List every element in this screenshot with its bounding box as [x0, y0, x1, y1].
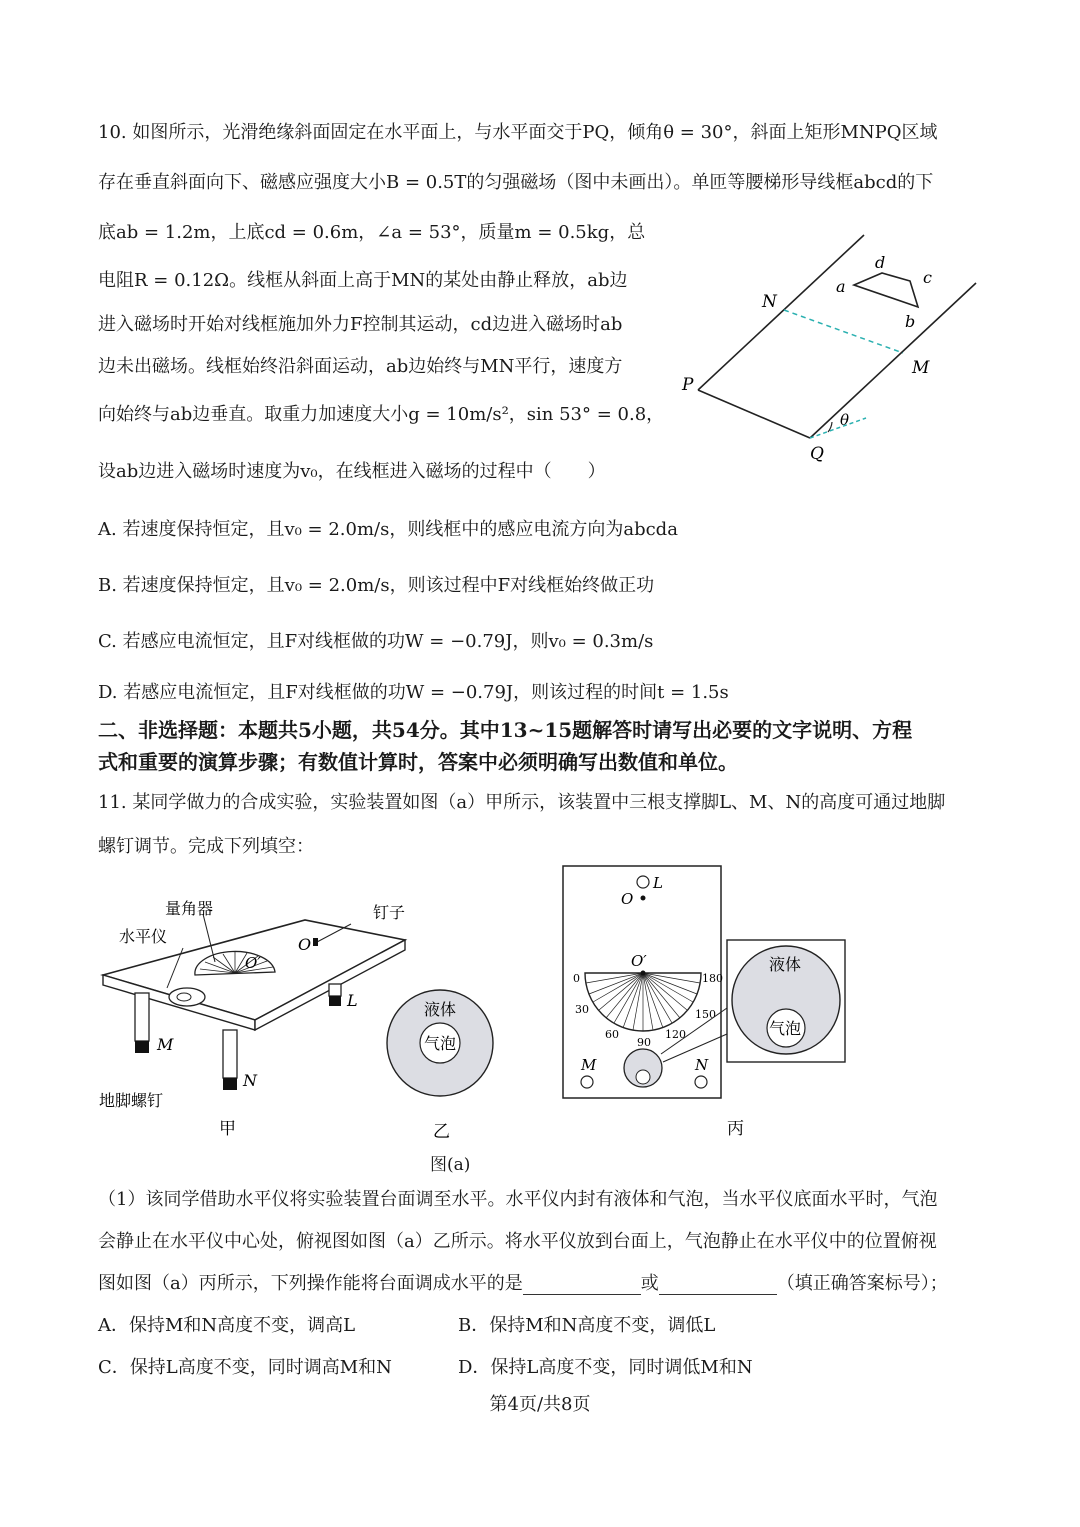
incline-edge-np — [698, 235, 864, 390]
tick-0: 0 — [573, 972, 580, 985]
label-m: M — [157, 1035, 174, 1054]
leg-m-screw — [135, 1041, 149, 1053]
label-l: L — [653, 874, 663, 892]
horizontal-dashed — [810, 418, 866, 438]
figure-yi-level — [380, 985, 505, 1145]
label-n: N — [695, 1056, 709, 1074]
label-p: P — [682, 375, 694, 395]
hole-l — [637, 876, 649, 888]
q11-p1-line3-end: （填正确答案标号）； — [776, 1273, 948, 1294]
hole-m — [581, 1076, 593, 1088]
label-n: N — [762, 292, 777, 312]
incline-edge-pq — [698, 390, 810, 438]
q11-p1-line1: （1）该同学借助水平仪将实验装置台面调至水平。水平仪内封有液体和气泡，当水平仪底面水平时，气泡 — [98, 1189, 938, 1210]
label-a: a — [836, 277, 846, 296]
figure-jia-table — [95, 880, 425, 1150]
label-level: 水平仪 — [119, 927, 168, 946]
label-b: b — [905, 312, 916, 331]
q11-p1-line3 — [98, 1269, 948, 1295]
label-liquid: 液体 — [424, 1000, 457, 1019]
q11-line2: 螺钉调节。完成下列填空： — [98, 836, 314, 857]
label-o: O — [621, 890, 634, 908]
label-protractor: 量角器 — [165, 899, 214, 918]
caption-jia: 甲 — [219, 1119, 236, 1139]
label-m: M — [912, 358, 930, 378]
q11-p1-or: 或 — [640, 1273, 659, 1294]
leg-l — [329, 984, 341, 996]
label-q: Q — [810, 444, 824, 464]
leg-m — [135, 993, 149, 1041]
q10-line8: 设ab边进入磁场时速度为v₀，在线框进入磁场的过程中（ ） — [98, 461, 606, 482]
tick-30: 30 — [575, 1003, 589, 1016]
caption-bing: 丙 — [727, 1119, 744, 1139]
label-bubble: 气泡 — [424, 1034, 457, 1053]
trapezoid-frame — [854, 273, 918, 307]
q10-line5: 进入磁场时开始对线框施加外力F控制其运动，cd边进入磁场时ab — [98, 314, 623, 335]
tick-180: 180 — [702, 972, 723, 985]
boundary-mn-dashed — [784, 310, 903, 353]
label-d: d — [875, 253, 886, 272]
tick-60: 60 — [605, 1028, 619, 1041]
point-o — [641, 896, 646, 901]
q11-option-c: C．保持L高度不变，同时调高M和N — [98, 1357, 392, 1378]
q10-line4: 电阻R = 0.12Ω。线框从斜面上高于MN的某处由静止释放，ab边 — [98, 270, 628, 291]
label-n: N — [243, 1071, 257, 1090]
q10-line7: 向始终与ab边垂直。取重力加速度大小g = 10m/s²，sin 53° = 0.8， — [98, 404, 665, 425]
label-c: c — [923, 268, 932, 287]
leg-n — [223, 1030, 237, 1078]
q10-option-a: A. 若速度保持恒定，且v₀ = 2.0m/s，则线框中的感应电流方向为abcda — [98, 519, 678, 540]
label-m: M — [581, 1056, 597, 1074]
q10-line6: 边未出磁场。线框始终沿斜面运动，ab边始终与MN平行，速度方 — [98, 356, 623, 377]
q10-option-d: D. 若感应电流恒定，且F对线框做的功W = −0.79J，则该过程的时间t = 1.5s — [98, 682, 729, 703]
q11-option-b: B．保持M和N高度不变，调低L — [458, 1315, 716, 1336]
label-o-prime: O′ — [631, 952, 647, 970]
section2-line2: 式和重要的演算步骤；有数值计算时，答案中必须明确写出数值和单位。 — [98, 750, 738, 774]
label-l: L — [347, 991, 358, 1010]
q11-line1: 11. 某同学做力的合成实验，实验装置如图（a）甲所示，该装置中三根支撑脚L、M、N的高度可通过地脚 — [98, 792, 946, 813]
label-liquid: 液体 — [769, 955, 802, 974]
q10-option-b: B. 若速度保持恒定，且v₀ = 2.0m/s，则该过程中F对线框始终做正功 — [98, 575, 655, 596]
bubble-small — [636, 1070, 650, 1084]
label-o-prime: O′ — [245, 954, 261, 972]
figure-a-caption: 图(a) — [430, 1155, 471, 1175]
point-o-prime — [641, 971, 646, 976]
nail — [313, 938, 318, 946]
answer-blank-2[interactable] — [659, 1276, 777, 1295]
figure-bing — [555, 858, 855, 1148]
tick-120: 120 — [665, 1028, 686, 1041]
label-theta: θ — [840, 411, 850, 429]
q11-option-a: A．保持M和N高度不变，调高L — [98, 1315, 356, 1336]
q11-p1-line3-text: 图如图（a）丙所示，下列操作能将台面调成水平的是 — [98, 1273, 523, 1294]
label-nail: 钉子 — [373, 903, 406, 922]
answer-blank-1[interactable] — [523, 1276, 641, 1295]
q11-option-d: D．保持L高度不变，同时调低M和N — [458, 1357, 753, 1378]
label-o: O — [298, 935, 312, 954]
leg-l-screw — [329, 996, 341, 1006]
q10-line3: 底ab = 1.2m，上底cd = 0.6m，∠a = 53°，质量m = 0.5kg，总 — [98, 222, 646, 243]
hole-n — [695, 1076, 707, 1088]
q10-line1: 10. 如图所示，光滑绝缘斜面固定在水平面上，与水平面交于PQ，倾角θ = 30°，斜面上矩形MNPQ区域 — [98, 122, 938, 143]
label-bubble: 气泡 — [769, 1019, 802, 1038]
label-foot-screw: 地脚螺钉 — [99, 1091, 164, 1110]
level-bubble — [177, 993, 191, 1001]
tick-90: 90 — [637, 1036, 651, 1049]
q10-line2: 存在垂直斜面向下、磁感应强度大小B = 0.5T的匀强磁场（图中未画出）。单匝等腰梯形导线框abcd的下 — [98, 172, 934, 193]
q10-option-c: C. 若感应电流恒定，且F对线框做的功W = −0.79J，则v₀ = 0.3m/s — [98, 631, 654, 652]
section2-line1: 二、非选择题：本题共5小题，共54分。其中13~15题解答时请写出必要的文字说明、方程 — [98, 718, 913, 742]
q11-p1-line2: 会静止在水平仪中心处，俯视图如图（a）乙所示。将水平仪放到台面上，气泡静止在水平仪中的位置俯视 — [98, 1231, 937, 1252]
caption-yi: 乙 — [433, 1122, 450, 1142]
page-footer: 第4页/共8页 — [489, 1394, 591, 1415]
tick-150: 150 — [695, 1008, 716, 1021]
incline-edge-qm — [810, 283, 976, 438]
leg-n-screw — [223, 1078, 237, 1090]
incline-figure — [670, 225, 990, 475]
